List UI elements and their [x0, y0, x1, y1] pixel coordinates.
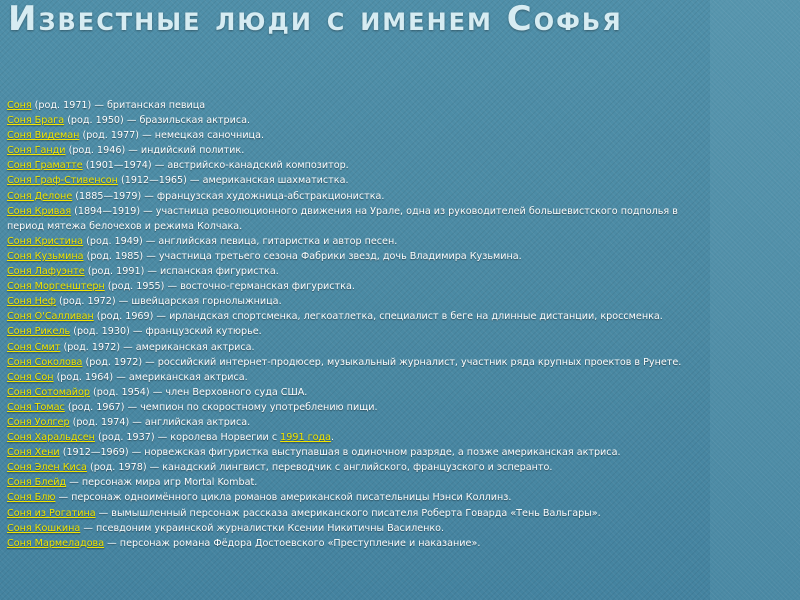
person-description: (род. 1964) — американская актриса. — [53, 371, 248, 383]
person-link[interactable]: Соня Брага — [7, 115, 65, 127]
list-item — [7, 430, 697, 445]
person-link[interactable]: Соня Рикель — [7, 326, 71, 338]
list-item — [7, 355, 697, 370]
person-link[interactable]: Соня — [7, 100, 32, 111]
person-description: (род. 1954) — член Верховного суда США. — [90, 386, 308, 398]
person-link[interactable]: Соня из Рогатина — [7, 507, 96, 519]
person-description: (род. 1949) — английская певица, гитаристка и автор песен. — [83, 235, 398, 247]
person-link[interactable]: Соня Кузьмина — [7, 250, 84, 262]
person-description: (1901—1974) — австрийско-канадский композитор. — [82, 160, 349, 172]
person-description: (1912—1969) — норвежская фигуристка выступавшая в одиночном разряде, а позже американская актриса. — [59, 447, 621, 459]
person-link[interactable]: Соня Кристина — [7, 235, 84, 247]
list-item — [7, 460, 697, 475]
person-description: (род. 1972) — российский интернет-продюсер, музыкальный журналист, участник ряда крупных проектов в Рунете. — [82, 356, 682, 368]
person-description: (1912—1965) — американская шахматистка. — [117, 175, 349, 187]
person-link[interactable]: Соня Видеман — [7, 130, 80, 142]
person-link[interactable]: Соня Хени — [7, 447, 60, 459]
list-item — [7, 536, 697, 551]
person-link[interactable]: Соня Моргенштерн — [7, 281, 105, 293]
person-description: (род. 1978) — канадский лингвист, переводчик с английского, французского и эсперанто. — [86, 462, 553, 474]
person-link[interactable]: Соня Соколова — [7, 356, 83, 368]
list-item — [7, 128, 697, 143]
person-link[interactable]: Соня О'Салливан — [7, 311, 94, 323]
list-item — [7, 521, 697, 536]
list-item — [7, 279, 697, 294]
person-link[interactable]: Соня Смит — [7, 341, 61, 353]
person-link[interactable]: Соня Сотомайор — [7, 386, 90, 398]
slide-title: Известные люди с именем Софья — [8, 0, 623, 39]
person-description: — персонаж мира игр Mortal Kombat. — [66, 477, 258, 489]
list-item — [7, 506, 697, 521]
list-item — [7, 445, 697, 460]
list-item — [7, 400, 697, 415]
person-description: (род. 1977) — немецкая саночница. — [79, 130, 265, 142]
list-item — [7, 370, 697, 385]
person-link[interactable]: Соня Граматте — [7, 160, 83, 172]
person-link[interactable]: Соня Ганди — [7, 145, 66, 157]
person-link[interactable]: Соня Мармеладова — [7, 537, 105, 549]
list-item — [7, 294, 697, 309]
person-description: (род. 1955) — восточно-германская фигуристка. — [104, 281, 355, 293]
person-description: (род. 1985) — участница третьего сезона Фабрики звезд, дочь Владимира Кузьмина. — [83, 250, 522, 262]
person-description: (род. 1937) — королева Норвегии с — [94, 432, 281, 444]
person-description: (род. 1950) — бразильская актриса. — [64, 115, 251, 127]
list-item — [7, 324, 697, 339]
person-description-end: . — [331, 432, 335, 444]
list-item — [7, 475, 697, 490]
person-description: — псевдоним украинской журналистки Ксении Никитичны Василенко. — [80, 522, 445, 534]
decorative-band — [710, 0, 800, 600]
person-description: — вымышленный персонаж рассказа американского писателя Роберта Говарда «Тень Вальгары». — [95, 507, 601, 519]
list-item — [7, 173, 697, 188]
person-description: (род. 1969) — ирландская спортсменка, легкоатлетка, специалист в беге на длинные дистанции, кроссменка. — [93, 311, 663, 323]
person-description: — персонаж романа Фёдора Достоевского «Преступление и наказание». — [104, 537, 481, 549]
list-item — [7, 490, 697, 505]
person-description: (1894—1919) — участница революционного движения на Урале, одна из руководителей большевистского подполья в период мятежа белочехов и режима Колчака. — [7, 205, 678, 232]
list-item — [7, 113, 697, 128]
list-item — [7, 415, 697, 430]
person-description: — персонаж одноимённого цикла романов американской писательницы Нэнси Коллинз. — [55, 492, 512, 504]
person-description: (род. 1971) — британская певица — [31, 100, 206, 111]
list-item — [7, 143, 697, 158]
person-link[interactable]: Соня Лафуэнте — [7, 266, 85, 278]
person-link[interactable]: Соня Уолгер — [7, 416, 70, 428]
list-item — [7, 249, 697, 264]
person-description: (род. 1946) — индийский политик. — [65, 145, 245, 157]
person-link[interactable]: Соня Кривая — [7, 205, 72, 217]
person-link[interactable]: Соня Граф-Стивенсон — [7, 175, 118, 187]
list-item — [7, 340, 697, 355]
list-item — [7, 385, 697, 400]
person-description: (род. 1930) — французский кутюрье. — [70, 326, 262, 338]
person-description: (род. 1972) — американская актриса. — [60, 341, 255, 353]
person-link[interactable]: Соня Делоне — [7, 190, 73, 202]
list-item — [7, 158, 697, 173]
person-description: (род. 1967) — чемпион по скоростному употреблению пищи. — [64, 401, 378, 413]
list-item — [7, 204, 697, 234]
person-link[interactable]: Соня Харальдсен — [7, 432, 95, 444]
list-item — [7, 98, 697, 113]
person-link[interactable]: Соня Сон — [7, 371, 54, 383]
people-list — [7, 98, 697, 551]
year-link[interactable]: 1991 года — [280, 432, 332, 444]
list-item — [7, 189, 697, 204]
person-description: (род. 1991) — испанская фигуристка. — [84, 266, 279, 278]
person-link[interactable]: Соня Томас — [7, 401, 65, 413]
person-link[interactable]: Соня Элен Киса — [7, 462, 87, 474]
person-link[interactable]: Соня Кошкина — [7, 522, 81, 534]
person-link[interactable]: Соня Блейд — [7, 477, 67, 489]
person-description: (род. 1974) — английская актриса. — [69, 416, 251, 428]
person-description: (род. 1972) — швейцарская горнолыжница. — [55, 296, 282, 308]
list-item — [7, 234, 697, 249]
person-link[interactable]: Соня Блю — [7, 492, 56, 504]
list-item — [7, 264, 697, 279]
person-link[interactable]: Соня Неф — [7, 296, 56, 308]
list-item — [7, 309, 697, 324]
person-description: (1885—1979) — французская художница-абстракционистка. — [72, 190, 385, 202]
